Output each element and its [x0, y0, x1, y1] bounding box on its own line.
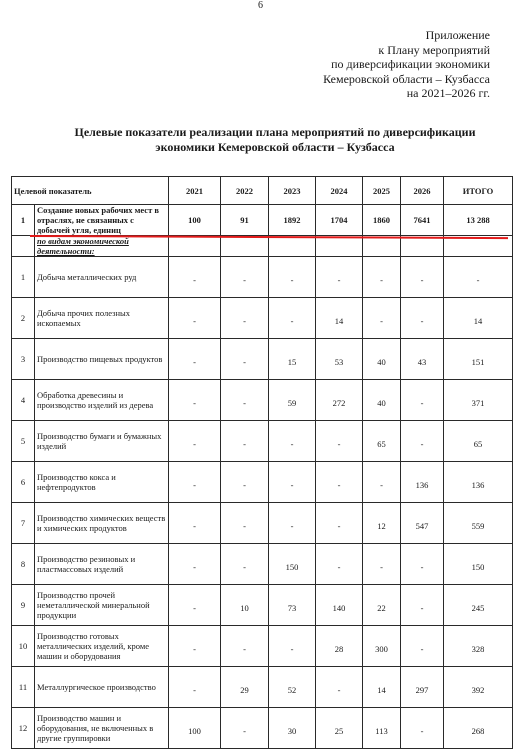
- table-row-main: [12, 205, 513, 236]
- appendix-line: по диверсификации экономики: [331, 57, 490, 71]
- cell-value: -: [401, 544, 444, 585]
- row-activity-name: Производство прочей неметаллической минеральной продукции: [35, 585, 169, 626]
- cell-value: 300: [363, 626, 401, 667]
- cell-value: 13 288: [444, 205, 513, 236]
- cell-value: -: [401, 708, 444, 749]
- cell-value: 91: [221, 205, 269, 236]
- cell-value: 52: [269, 667, 316, 708]
- cell-value: 1892: [269, 205, 316, 236]
- cell-value: -: [169, 421, 221, 462]
- cell-value: 151: [444, 339, 513, 380]
- row-activity-name: Добыча металлических руд: [35, 257, 169, 298]
- column-header-2021: 2021: [169, 177, 221, 205]
- cell-value: 25: [316, 708, 363, 749]
- cell-value: -: [316, 462, 363, 503]
- cell-value: 371: [444, 380, 513, 421]
- row-number: 2: [12, 298, 35, 339]
- row-activity-name: Производство пищевых продуктов: [35, 339, 169, 380]
- cell-value: 245: [444, 585, 513, 626]
- cell-value: -: [221, 421, 269, 462]
- column-header-2024: 2024: [316, 177, 363, 205]
- cell-value: 14: [316, 298, 363, 339]
- row-activity-name: Добыча прочих полезных ископаемых: [35, 298, 169, 339]
- cell-value: -: [169, 257, 221, 298]
- cell-value: -: [316, 503, 363, 544]
- cell-value: 65: [363, 421, 401, 462]
- column-header-2026: 2026: [401, 177, 444, 205]
- cell-value: 40: [363, 339, 401, 380]
- column-header-2022: 2022: [221, 177, 269, 205]
- cell-value: 392: [444, 667, 513, 708]
- table-row: [12, 421, 513, 462]
- row-number: 8: [12, 544, 35, 585]
- appendix-line: к Плану мероприятий: [378, 42, 490, 57]
- cell-value: -: [169, 626, 221, 667]
- cell-value: -: [363, 298, 401, 339]
- column-header-total: ИТОГО: [444, 177, 513, 205]
- row-activity-name: Обработка древесины и производство изделий из дерева: [35, 380, 169, 421]
- cell-value: 268: [444, 708, 513, 749]
- cell-value: -: [221, 462, 269, 503]
- cell-value: -: [363, 544, 401, 585]
- cell-value: -: [269, 462, 316, 503]
- cell-value: 14: [363, 667, 401, 708]
- row-number: 4: [12, 380, 35, 421]
- cell-value: 150: [444, 544, 513, 585]
- table-row: [12, 462, 513, 503]
- cell-value: 547: [401, 503, 444, 544]
- cell-value: -: [169, 380, 221, 421]
- cell-value: 559: [444, 503, 513, 544]
- page-number: 6: [258, 0, 263, 11]
- cell-value: 297: [401, 667, 444, 708]
- cell-value: -: [269, 257, 316, 298]
- cell-value: 28: [316, 626, 363, 667]
- row-number: 11: [12, 667, 35, 708]
- cell-value: -: [169, 667, 221, 708]
- cell-value: 113: [363, 708, 401, 749]
- row-activity-name: Производство химических веществ и химических продуктов: [35, 503, 169, 544]
- appendix-line: Приложение: [425, 28, 490, 42]
- table-header-row: [12, 177, 513, 205]
- cell-value: 140: [316, 585, 363, 626]
- cell-value: -: [316, 544, 363, 585]
- cell-value: 10: [221, 585, 269, 626]
- cell-value: 150: [269, 544, 316, 585]
- cell-value: -: [269, 503, 316, 544]
- cell-value: 136: [401, 462, 444, 503]
- cell-value: -: [316, 421, 363, 462]
- appendix-line: на 2021–2026 гг.: [406, 86, 490, 100]
- cell-value: 328: [444, 626, 513, 667]
- row-activity-name: Производство бумаги и бумажных изделий: [35, 421, 169, 462]
- cell-value: -: [221, 298, 269, 339]
- cell-value: -: [269, 421, 316, 462]
- row-activity-name: Производство машин и оборудования, не включенных в другие группировки: [35, 708, 169, 749]
- cell-value: 43: [401, 339, 444, 380]
- cell-value: 30: [269, 708, 316, 749]
- table-row: [12, 298, 513, 339]
- subheader-label: по видам экономической деятельности:: [35, 236, 169, 257]
- row-activity-name: Металлургическое производство: [35, 667, 169, 708]
- cell-value: -: [169, 503, 221, 544]
- cell-value: -: [401, 421, 444, 462]
- column-header-2025: 2025: [363, 177, 401, 205]
- table-row: [12, 667, 513, 708]
- cell-value: 73: [269, 585, 316, 626]
- title-line: Целевые показатели реализации плана мероприятий по диверсификации: [74, 125, 476, 139]
- column-header-indicator: Целевой показатель: [12, 177, 169, 205]
- cell-value: 7641: [401, 205, 444, 236]
- row-number: 9: [12, 585, 35, 626]
- row-number: 3: [12, 339, 35, 380]
- cell-value: -: [169, 298, 221, 339]
- row-number: 1: [12, 205, 35, 236]
- cell-value: -: [401, 257, 444, 298]
- cell-value: -: [221, 380, 269, 421]
- row-activity-name: Производство резиновых и пластмассовых изделий: [35, 544, 169, 585]
- cell-value: 65: [444, 421, 513, 462]
- cell-value: 22: [363, 585, 401, 626]
- cell-value: 40: [363, 380, 401, 421]
- table-row: [12, 339, 513, 380]
- cell-value: -: [269, 298, 316, 339]
- cell-value: -: [221, 257, 269, 298]
- cell-value: -: [316, 667, 363, 708]
- cell-value: -: [221, 544, 269, 585]
- table-row: [12, 585, 513, 626]
- row-number-empty: [12, 236, 35, 257]
- table-row: [12, 257, 513, 298]
- cell-value: -: [401, 585, 444, 626]
- cell-value: -: [169, 339, 221, 380]
- cell-value: -: [169, 462, 221, 503]
- row-number: 12: [12, 708, 35, 749]
- indicators-table: [11, 176, 513, 749]
- cell-value: 12: [363, 503, 401, 544]
- cell-value: 59: [269, 380, 316, 421]
- cell-value: -: [444, 257, 513, 298]
- cell-value: 1860: [363, 205, 401, 236]
- cell-value: -: [221, 708, 269, 749]
- cell-value: -: [316, 257, 363, 298]
- row-indicator-name: Создание новых рабочих мест в отраслях, не связанных с добычей угля, единиц: [35, 205, 169, 236]
- cell-value: -: [401, 380, 444, 421]
- table-row: [12, 708, 513, 749]
- cell-value: 100: [169, 205, 221, 236]
- table-row: [12, 503, 513, 544]
- cell-value: -: [363, 462, 401, 503]
- row-number: 10: [12, 626, 35, 667]
- table-row: [12, 626, 513, 667]
- cell-value: -: [401, 626, 444, 667]
- cell-value: 1704: [316, 205, 363, 236]
- row-activity-name: Производство кокса и нефтепродуктов: [35, 462, 169, 503]
- cell-value: 29: [221, 667, 269, 708]
- cell-value: -: [169, 585, 221, 626]
- cell-value: -: [221, 339, 269, 380]
- cell-value: -: [221, 503, 269, 544]
- cell-value: 100: [169, 708, 221, 749]
- title-line: экономики Кемеровской области – Кузбасса: [155, 140, 395, 154]
- table-row: [12, 380, 513, 421]
- cell-value: -: [169, 544, 221, 585]
- cell-value: -: [401, 298, 444, 339]
- appendix-note: [280, 28, 490, 101]
- table-row: [12, 544, 513, 585]
- cell-value: -: [269, 626, 316, 667]
- cell-value: 53: [316, 339, 363, 380]
- cell-value: -: [363, 257, 401, 298]
- cell-value: -: [221, 626, 269, 667]
- row-number: 5: [12, 421, 35, 462]
- row-activity-name: Производство готовых металлических изделий, кроме машин и оборудования: [35, 626, 169, 667]
- column-header-2023: 2023: [269, 177, 316, 205]
- cell-value: 14: [444, 298, 513, 339]
- cell-value: 272: [316, 380, 363, 421]
- cell-value: 136: [444, 462, 513, 503]
- row-number: 1: [12, 257, 35, 298]
- cell-value: 15: [269, 339, 316, 380]
- row-number: 6: [12, 462, 35, 503]
- document-title: [40, 125, 510, 155]
- appendix-line: Кемеровской области – Кузбасса: [323, 71, 490, 86]
- row-number: 7: [12, 503, 35, 544]
